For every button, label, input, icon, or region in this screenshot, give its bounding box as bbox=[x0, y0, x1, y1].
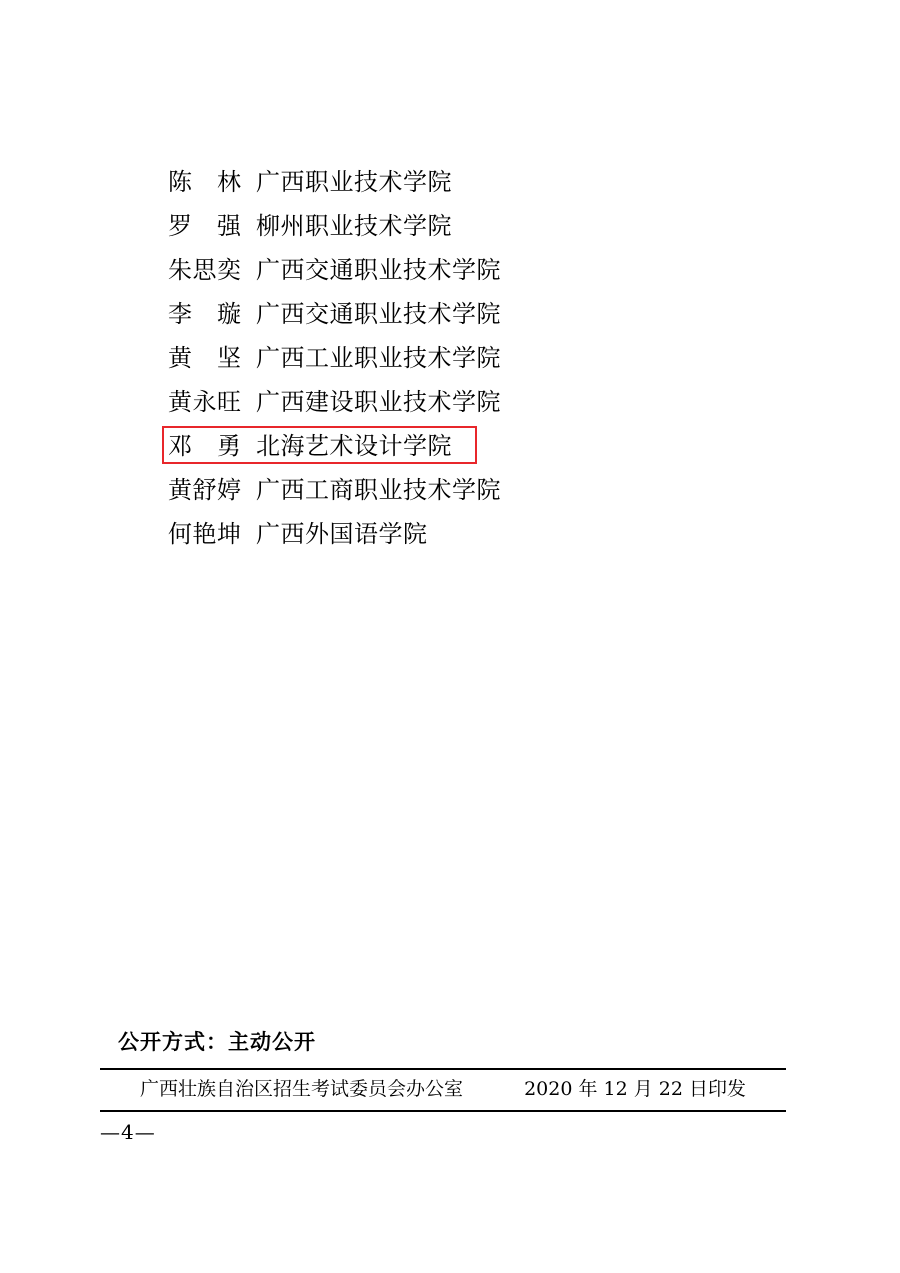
school-name: 广西职业技术学院 bbox=[256, 168, 452, 196]
school-name: 广西交通职业技术学院 bbox=[256, 256, 501, 284]
person-name: 罗 强 bbox=[168, 212, 242, 240]
list-item bbox=[168, 248, 768, 292]
person-name: 黄 坚 bbox=[168, 344, 242, 372]
name-list bbox=[168, 160, 768, 556]
person-name: 黄舒婷 bbox=[168, 476, 242, 504]
list-item bbox=[168, 204, 768, 248]
page-number: —4— bbox=[100, 1120, 156, 1144]
list-item bbox=[168, 336, 768, 380]
school-name: 广西建设职业技术学院 bbox=[256, 388, 501, 416]
school-name: 广西工商职业技术学院 bbox=[256, 476, 501, 504]
person-name: 黄永旺 bbox=[168, 388, 242, 416]
footer-divider-bottom bbox=[100, 1110, 786, 1112]
list-item bbox=[168, 380, 768, 424]
footer-issue-date: 2020 年 12 月 22 日印发 bbox=[524, 1078, 746, 1100]
person-name: 李 璇 bbox=[168, 300, 242, 328]
school-name: 柳州职业技术学院 bbox=[256, 212, 452, 240]
school-name: 广西外国语学院 bbox=[256, 520, 428, 548]
footer-divider-top bbox=[100, 1068, 786, 1070]
list-item-highlighted bbox=[168, 424, 768, 468]
school-name: 北海艺术设计学院 bbox=[256, 432, 452, 460]
list-item bbox=[168, 160, 768, 204]
footer-issuer: 广西壮族自治区招生考试委员会办公室 bbox=[140, 1078, 464, 1100]
person-name: 朱思奕 bbox=[168, 256, 242, 284]
school-name: 广西工业职业技术学院 bbox=[256, 344, 501, 372]
list-item bbox=[168, 292, 768, 336]
school-name: 广西交通职业技术学院 bbox=[256, 300, 501, 328]
list-item bbox=[168, 512, 768, 556]
person-name: 何艳坤 bbox=[168, 520, 242, 548]
person-name: 邓 勇 bbox=[168, 432, 242, 460]
footer bbox=[100, 1074, 786, 1101]
list-item bbox=[168, 468, 768, 512]
person-name: 陈 林 bbox=[168, 168, 242, 196]
disclosure-method-label: 公开方式：主动公开 bbox=[118, 1030, 316, 1054]
